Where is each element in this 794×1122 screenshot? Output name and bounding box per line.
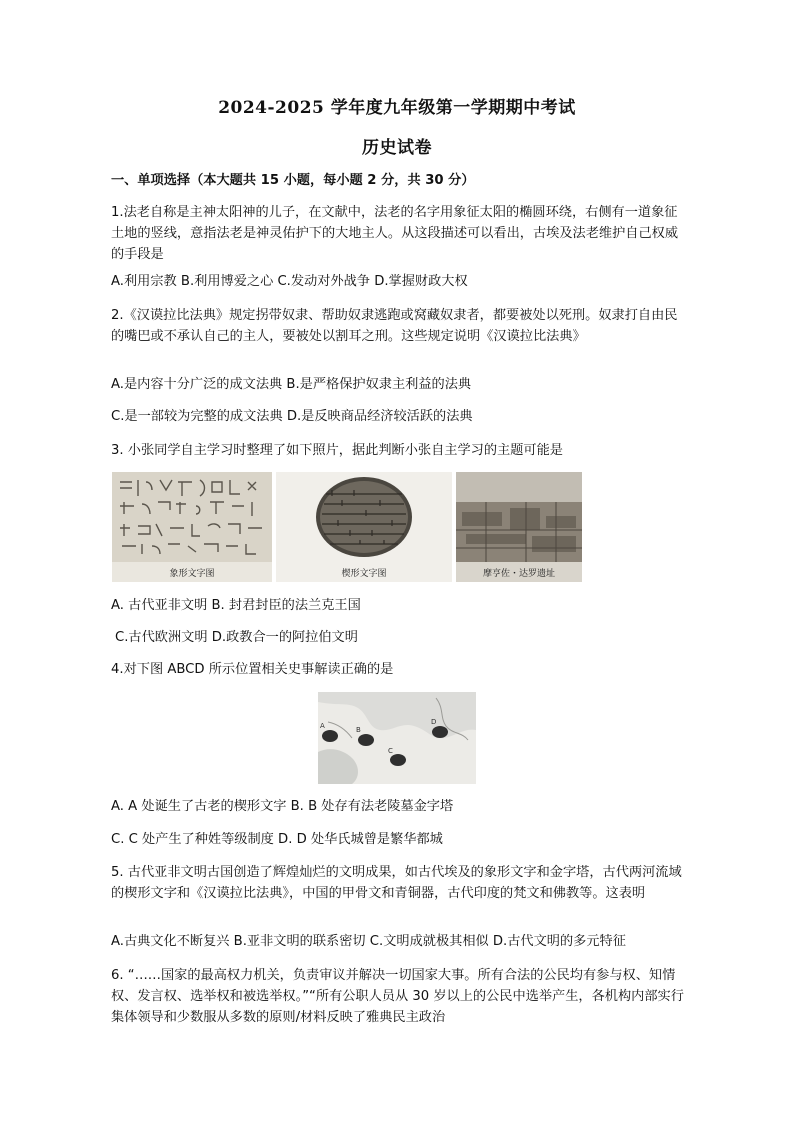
- ancient-civilizations-map: [318, 692, 476, 784]
- exam-subtitle: 历史试卷: [362, 138, 432, 158]
- question-1-options: A.利用宗教 B.利用博爱之心 C.发动对外战争 D.掌握财政大权: [111, 274, 468, 289]
- question-3-stem: 3. 小张同学自主学习时整理了如下照片，据此判断小张自主学习的主题可能是: [111, 443, 563, 458]
- question-1-stem: 1.法老自称是主神太阳神的儿子，在文献中，法老的名字用象征太阳的椭圆环绕，右侧有一道象征土地的竖线，意指法老是神灵佑护下的大地主人。从这段描述可以看出，古埃及法老维护自己权威的手段是: [111, 205, 679, 262]
- exam-title: 2024-2025 学年度九年级第一学期期中考试: [218, 98, 576, 118]
- cuneiform-caption: 楔形文字图: [341, 569, 387, 579]
- question-4-map: [318, 692, 476, 784]
- question-3-options-cd: C.古代欧洲文明 D.政教合一的阿拉伯文明: [115, 630, 358, 645]
- question-5-options: A.古典文化不断复兴 B.亚非文明的联系密切 C.文明成就极其相似 D.古代文明的多元特征: [111, 934, 626, 949]
- section-heading: 一、单项选择（本大题共 15 小题，每小题 2 分，共 30 分）: [111, 173, 475, 188]
- hieroglyph-caption: 象形文字图: [169, 569, 215, 579]
- question-2-options-cd: C.是一部较为完整的成文法典 D.是反映商品经济较活跃的法典: [111, 409, 473, 424]
- mohenjo-daro-caption: 摩亨佐・达罗遗址: [482, 569, 555, 579]
- question-4-options-cd: C. C 处产生了种姓等级制度 D. D 处华氏城曾是繁华都城: [111, 832, 443, 847]
- cuneiform-photo: [276, 472, 452, 582]
- map-label-d: D: [431, 718, 437, 726]
- question-4-stem: 4.对下图 ABCD 所示位置相关史事解读正确的是: [111, 662, 394, 677]
- mohenjo-daro-photo: [456, 472, 582, 582]
- hieroglyph-photo: [112, 472, 272, 582]
- question-3-photos: [112, 472, 582, 582]
- question-2-options-ab: A.是内容十分广泛的成文法典 B.是严格保护奴隶主利益的法典: [111, 377, 472, 392]
- question-2-stem: 2.《汉谟拉比法典》规定拐带奴隶、帮助奴隶逃跑或窝藏奴隶者，都要被处以死刑。奴隶打自由民的嘴巴或不承认自己的主人，要被处以割耳之刑。这些规定说明《汉谟拉比法典》: [111, 308, 678, 344]
- question-6-stem: 6. “……国家的最高权力机关，负责审议并解决一切国家大事。所有合法的公民均有参与权、知情权、发言权、选举权和被选举权。”“所有公职人员从 30 岁以上的公民中选举产生，各机构内部实行集体领导和少数服从多数的原则/材料反映了雅典民主政治: [111, 968, 684, 1025]
- map-label-b: B: [356, 726, 361, 734]
- question-3-options-ab: A. 古代亚非文明 B. 封君封臣的法兰克王国: [111, 598, 361, 613]
- map-label-c: C: [388, 747, 393, 755]
- question-5-stem: 5. 古代亚非文明古国创造了辉煌灿烂的文明成果，如古代埃及的象形文字和金字塔，古代两河流域的楔形文字和《汉谟拉比法典》，中国的甲骨文和青铜器，古代印度的梵文和佛教等。这表明: [111, 865, 682, 901]
- question-4-options-ab: A. A 处诞生了古老的楔形文字 B. B 处存有法老陵墓金字塔: [111, 799, 454, 814]
- map-label-a: A: [320, 722, 325, 730]
